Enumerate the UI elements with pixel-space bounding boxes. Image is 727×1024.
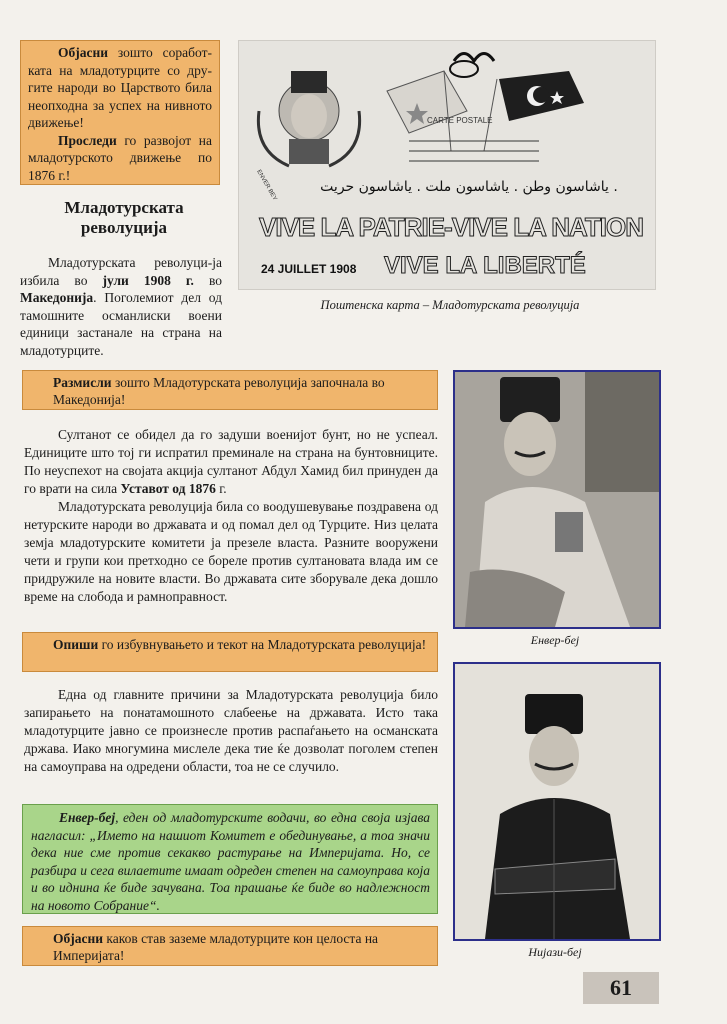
body-text-2: Младотурската револуција била со воодушевување поздравена од нетурските народи во државата и од помал дел од Турците. Низ целата земја младотурските комитети ја презеле власта. Разните вооружени чети и групи кои претходно се бореле против султановата влада им се придружиле на новите власти. Во државата сите зборувале дека дошло време на слобода и рамноправност. [24,499,438,604]
svg-text:24 JUILLET 1908: 24 JUILLET 1908 [261,262,357,276]
postcard-image [238,40,656,290]
task-box-explain: Објасни зошто соработ-ката на младотурците со дру-гите народи во Царството била неопходна за успех на нивното движење! Проследи го развојот на младотурското движење по 1876 г.! [20,40,220,185]
portrait-icon [455,664,659,939]
portrait-icon [455,372,659,627]
section-title: Младотурската револуција [64,198,184,237]
photo-enver-bey [453,370,661,629]
svg-text:CARTE POSTALE: CARTE POSTALE [427,116,493,125]
svg-text:ENVER BEY: ENVER BEY [255,169,278,202]
flag-icon [387,71,584,151]
task-box-think: Размисли зошто Младотурската револуција започнала во Македонија! [22,370,438,410]
task-box-describe: Опиши го избувнувањето и текот на Младотурската револуција! [22,632,438,672]
intro-paragraph: Младотурската револуци-ја избила во јули 1908 г. во Македонија. Поголемиот дел од тамошните османлиски воени единици застанале на страна на младотурците. [20,255,222,358]
svg-text:VIVE LA PATRIE-VIVE LA NATION: VIVE LA PATRIE-VIVE LA NATION [259,212,644,242]
photo-caption-enver: Енвер-беј [530,633,580,647]
quote-box: Енвер-беј, еден од младотурските водачи, во една своја изјава нагласил: „Името на нашиот Комитет е обединување, а тоа значи дека ние сме против секакво растурање на Империјата. Но, се разбира и сега вилаетите имаат одреден степен на самоуправа која и во иднина ќе биде зачувана. Тоа прашање ќе биде во надлежност на новото Собрание“. [22,804,438,914]
postcard-illustration [239,41,657,291]
task-box-explain-2: Објасни каков став заземе младотурците кон целоста на Империјата! [22,926,438,966]
svg-text:یاشاسون وطن . یاشاسون ملت . یا: یاشاسون وطن . یاشاسون ملت . یاشاسون حریت . [320,179,618,195]
postcard-caption: Поштенска карта – Младотурската револуција [320,298,580,312]
body-text-3: Една од главните причини за Младотурската револуција било запирањето на понатамошното слабеење на државата. Исто така младотурците јавно се произнесле против распаѓањето на османската држава. Иако многумина мислеле дека тие ќе дозволат поголем степен на самоуправа на одредени области, тоа не се случило. [24,687,438,774]
page-number: 61 [583,972,659,1004]
body-text-1: Султанот се обидел да го задуши военијот бунт, но не успеал. Единиците што тој ги испратил преминале на страна на бунтовниците. По неуспехот на својата акција султанот Абдул Хамид бил принуден да го врати на сила Уставот од 1876 г. [24,427,438,496]
tughra-icon [450,54,494,78]
portrait-wreath-icon [258,71,359,166]
photo-niyazi-bey [453,662,661,941]
svg-text:VIVE LA LIBERTÉ: VIVE LA LIBERTÉ [384,252,586,279]
photo-caption-niyazi: Нијази-беј [528,945,582,959]
